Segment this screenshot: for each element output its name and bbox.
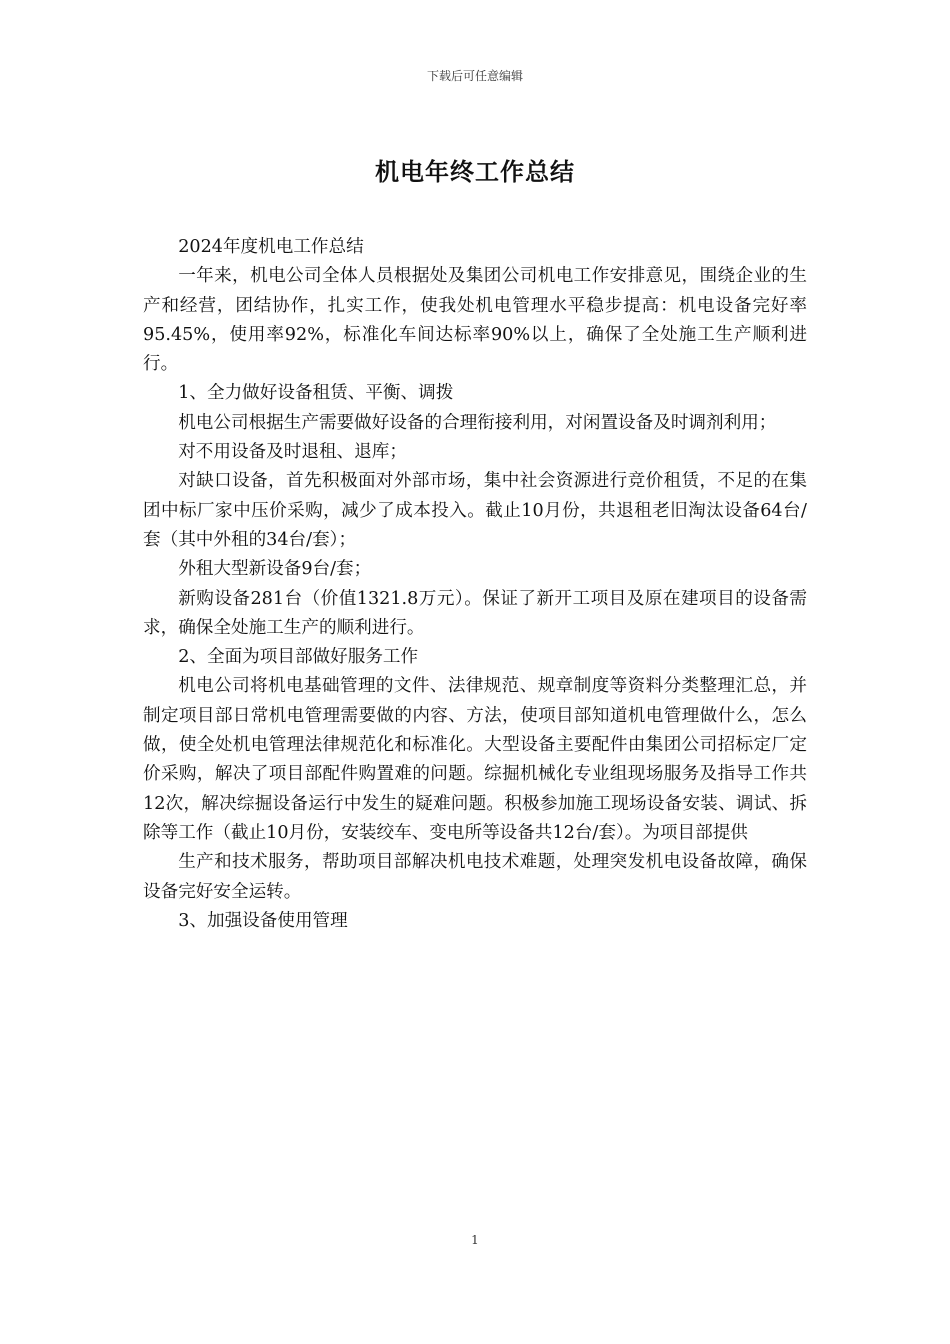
document-body [143,233,807,936]
paragraph-year-summary: 2024年度机电工作总结 [178,237,364,257]
section-heading-1: 1、全力做好设备租赁、平衡、调拨 [178,383,454,404]
header-note: 下载后可任意编辑 [426,69,523,83]
paragraph-intro: 一年来，机电公司全体人员根据处及集团公司机电工作安排意见，围绕企业的生产和经营，团结协作，扎实工作，使我处机电管理水平稳步提高：机电设备完好率95.45%，使用率92%，标准化车间达标率90%以上，确保了全处施工生产顺利进行。 [143,266,807,375]
page-number: 1 [471,1233,479,1247]
document-title: 机电年终工作总结 [375,157,575,186]
paragraph: 新购设备281台（价值1321.8万元）。保证了新开工项目及原在建项目的设备需求，确保全处施工生产的顺利进行。 [143,588,807,638]
paragraph: 机电公司根据生产需要做好设备的合理衔接利用，对闲置设备及时调剂利用； [178,412,777,433]
paragraph: 机电公司将机电基础管理的文件、法律规范、规章制度等资料分类整理汇总，并制定项目部日常机电管理需要做的内容、方法，使项目部知道机电管理做什么，怎么做，使全处机电管理法律规范化和标准化。大型设备主要配件由集团公司招标定厂定价采购，解决了项目部配件购置难的问题。综掘机械化专业组现场服务及指导工作共12次，解决综掘设备运行中发生的疑难问题。积极参加施工现场设备安装、调试、拆除等工作（截止10月份，安装绞车、变电所等设备共12台/套）。为项目部提供 [143,676,807,843]
section-heading-2: 2、全面为项目部做好服务工作 [178,647,419,668]
paragraph: 生产和技术服务，帮助项目部解决机电技术难题，处理突发机电设备故障，确保设备完好安全运转。 [143,852,807,902]
paragraph: 对缺口设备，首先积极面对外部市场，集中社会资源进行竞价租赁，不足的在集团中标厂家中压价采购，减少了成本投入。截止10月份，共退租老旧淘汰设备64台/套（其中外租的34台/套）； [143,471,807,550]
section-heading-3: 3、加强设备使用管理 [178,910,348,931]
paragraph: 外租大型新设备9台/套； [178,559,372,580]
paragraph: 对不用设备及时退租、退库； [178,442,407,463]
